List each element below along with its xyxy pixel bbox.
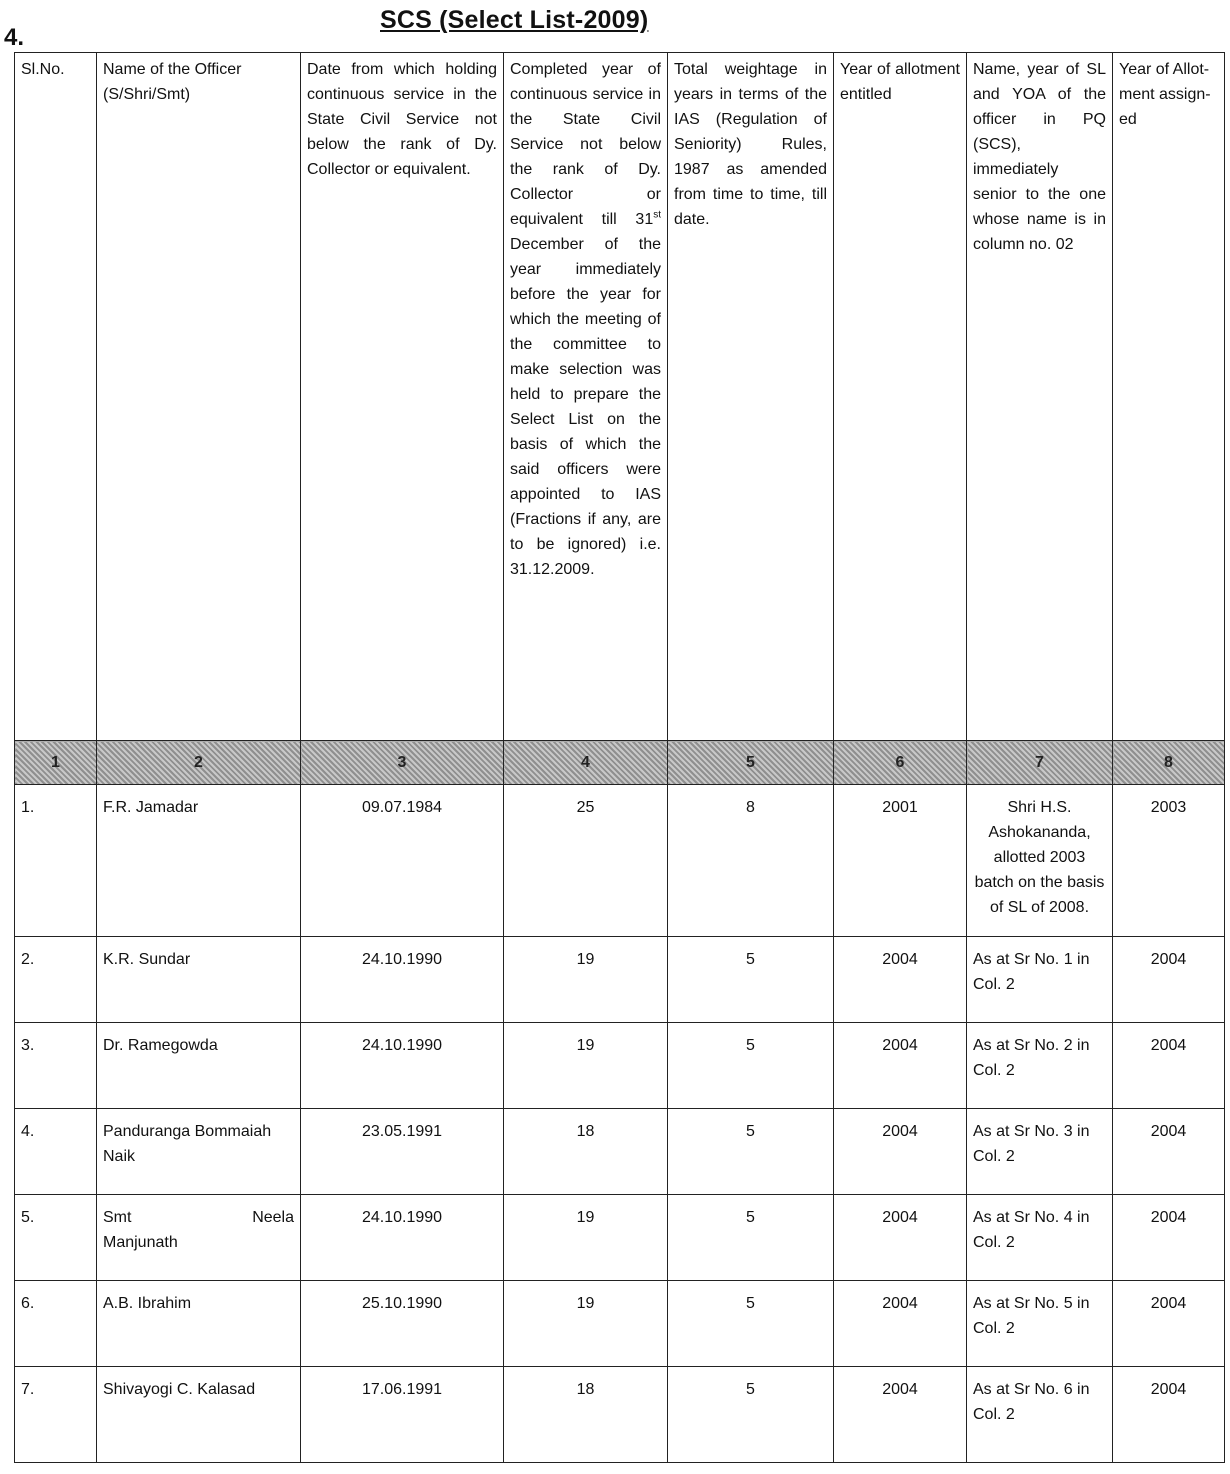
column-number: 8 [1113, 741, 1225, 785]
column-number: 2 [97, 741, 301, 785]
cell-officer-name: A.B. Ibrahim [97, 1281, 301, 1367]
select-list-table [14, 52, 1225, 1463]
cell-weightage: 5 [668, 1023, 834, 1109]
table-row [15, 1023, 1225, 1109]
cell-year-assigned: 2004 [1113, 1367, 1225, 1463]
column-number: 3 [301, 741, 504, 785]
cell-year-assigned: 2003 [1113, 785, 1225, 937]
table-row [15, 1195, 1225, 1281]
column-number: 5 [668, 741, 834, 785]
column-number: 1 [15, 741, 97, 785]
cell-senior-officer: As at Sr No. 2 in Col. 2 [967, 1023, 1113, 1109]
cell-weightage: 5 [668, 1109, 834, 1195]
cell-year-entitled: 2004 [834, 1023, 967, 1109]
table-row [15, 1109, 1225, 1195]
table-row [15, 1281, 1225, 1367]
officer-name-part: Manjunath [103, 1234, 178, 1251]
header-completed-years-text: Completed year of continuous service in the State Civil Service not below the rank of Dy. Collector or equivalent till 31 [510, 61, 661, 228]
officer-name-part: Neela [252, 1209, 294, 1226]
cell-officer-name: Shivayogi C. Kalasad [97, 1367, 301, 1463]
cell-completed-years: 18 [504, 1109, 668, 1195]
cell-date: 09.07.1984 [301, 785, 504, 937]
officer-name-line-1 [103, 1205, 294, 1230]
cell-completed-years: 25 [504, 785, 668, 937]
cell-senior-officer: As at Sr No. 1 in Col. 2 [967, 937, 1113, 1023]
cell-date: 24.10.1990 [301, 1023, 504, 1109]
header-total-weightage: Total weightage in years in terms of the IAS (Regulation of Seniority) Rules, 1987 as amended from time to time, till date. [668, 53, 834, 741]
header-officer-name: Name of the Officer (S/Shri/Smt) [97, 53, 301, 741]
cell-sl-no: 5. [15, 1195, 97, 1281]
cell-officer-name: Dr. Ramegowda [97, 1023, 301, 1109]
cell-sl-no: 4. [15, 1109, 97, 1195]
section-number: 4. [4, 24, 25, 51]
header-ordinal-suffix: st [653, 209, 661, 221]
cell-senior-officer: As at Sr No. 5 in Col. 2 [967, 1281, 1113, 1367]
cell-year-entitled: 2001 [834, 785, 967, 937]
cell-weightage: 5 [668, 937, 834, 1023]
cell-officer-name: K.R. Sundar [97, 937, 301, 1023]
cell-year-entitled: 2004 [834, 1367, 967, 1463]
officer-name-part: Smt [103, 1209, 132, 1226]
header-year-entitled: Year of allotment entitled [834, 53, 967, 741]
cell-weightage: 5 [668, 1367, 834, 1463]
cell-year-entitled: 2004 [834, 1109, 967, 1195]
cell-date: 23.05.1991 [301, 1109, 504, 1195]
header-row [15, 53, 1225, 741]
header-year-assigned: Year of Allot-ment assign-ed [1113, 53, 1225, 741]
cell-officer-name [97, 1195, 301, 1281]
cell-date: 25.10.1990 [301, 1281, 504, 1367]
cell-year-entitled: 2004 [834, 1281, 967, 1367]
cell-weightage: 8 [668, 785, 834, 937]
cell-completed-years: 18 [504, 1367, 668, 1463]
header-completed-years-text-2: December of the year immediately before the year for which the meeting of the committee to make selection was held to prepare the Select List on the basis of which the said officers were appointed to IAS (Fractions if any, are to be ignored) i.e. 31.12.2009. [510, 236, 661, 578]
cell-weightage: 5 [668, 1195, 834, 1281]
cell-completed-years: 19 [504, 937, 668, 1023]
cell-officer-name: F.R. Jamadar [97, 785, 301, 937]
column-number: 7 [967, 741, 1113, 785]
cell-year-assigned: 2004 [1113, 1195, 1225, 1281]
cell-senior-officer: As at Sr No. 6 in Col. 2 [967, 1367, 1113, 1463]
cell-completed-years: 19 [504, 1195, 668, 1281]
header-sl-no: Sl.No. [15, 53, 97, 741]
cell-year-entitled: 2004 [834, 1195, 967, 1281]
column-number-row [15, 741, 1225, 785]
header-senior-officer: Name, year of SL and YOA of the officer in PQ (SCS), immediately senior to the one whose name is in column no. 02 [967, 53, 1113, 741]
cell-year-entitled: 2004 [834, 937, 967, 1023]
cell-year-assigned: 2004 [1113, 1109, 1225, 1195]
column-number: 4 [504, 741, 668, 785]
cell-sl-no: 3. [15, 1023, 97, 1109]
cell-date: 17.06.1991 [301, 1367, 504, 1463]
cell-date: 24.10.1990 [301, 937, 504, 1023]
cell-sl-no: 2. [15, 937, 97, 1023]
cell-senior-officer: As at Sr No. 4 in Col. 2 [967, 1195, 1113, 1281]
cell-officer-name: Panduranga Bommaiah Naik [97, 1109, 301, 1195]
column-number: 6 [834, 741, 967, 785]
cell-sl-no: 1. [15, 785, 97, 937]
cell-year-assigned: 2004 [1113, 937, 1225, 1023]
cell-sl-no: 6. [15, 1281, 97, 1367]
cell-completed-years: 19 [504, 1281, 668, 1367]
cell-weightage: 5 [668, 1281, 834, 1367]
cell-year-assigned: 2004 [1113, 1023, 1225, 1109]
cell-completed-years: 19 [504, 1023, 668, 1109]
document-title: SCS (Select List-2009) [380, 6, 649, 34]
table-row [15, 1367, 1225, 1463]
header-date-continuous-service: Date from which holding continuous service in the State Civil Service not below the rank of Dy. Collector or equivalent. [301, 53, 504, 741]
table-row [15, 785, 1225, 937]
cell-senior-officer: Shri H.S. Ashokananda, allotted 2003 batch on the basis of SL of 2008. [967, 785, 1113, 937]
cell-sl-no: 7. [15, 1367, 97, 1463]
header-completed-years [504, 53, 668, 741]
cell-year-assigned: 2004 [1113, 1281, 1225, 1367]
cell-date: 24.10.1990 [301, 1195, 504, 1281]
table-row [15, 937, 1225, 1023]
cell-senior-officer: As at Sr No. 3 in Col. 2 [967, 1109, 1113, 1195]
